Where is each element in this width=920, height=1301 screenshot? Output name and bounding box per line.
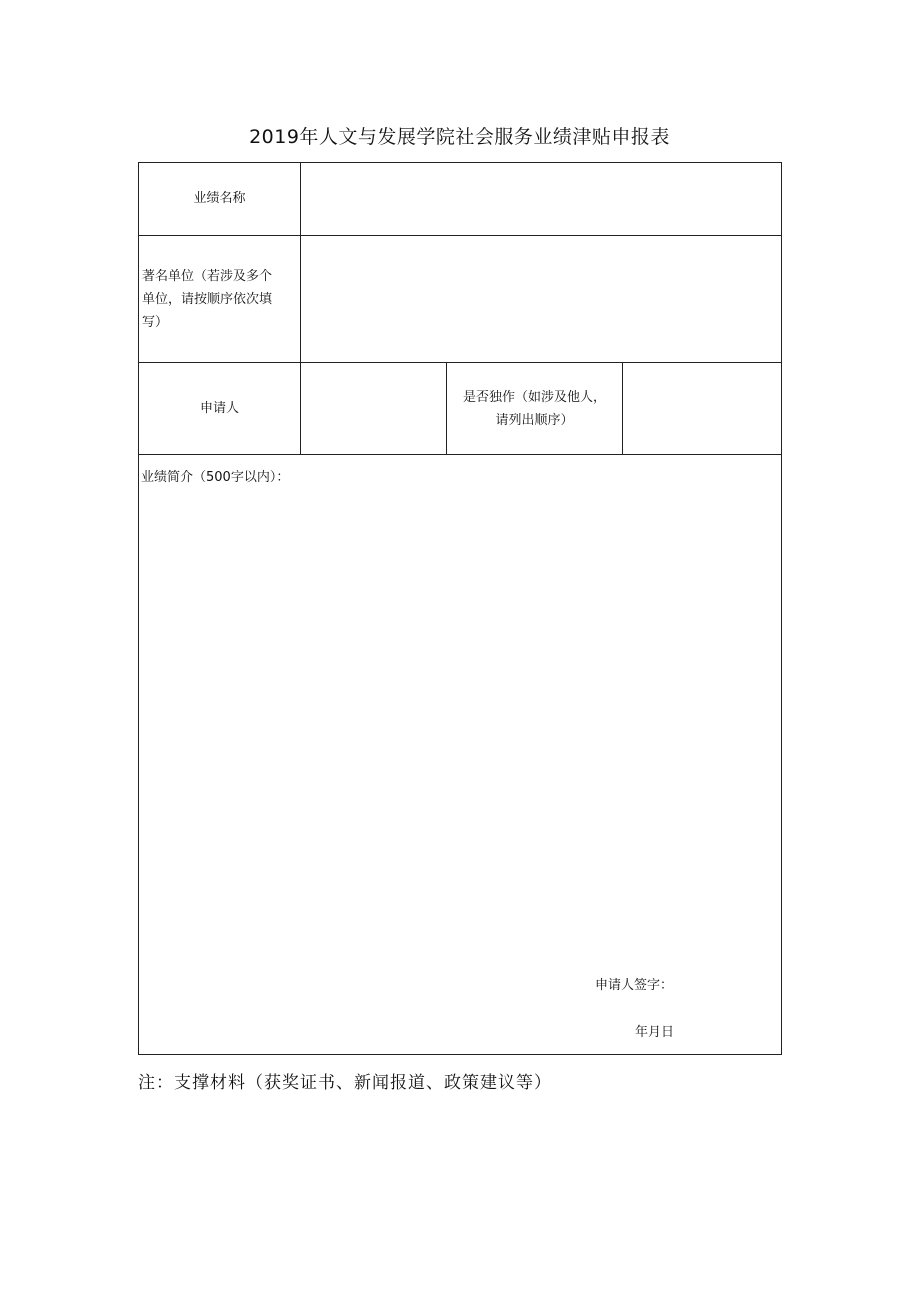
unit-label-line1: 著名单位（若涉及多个 [142, 268, 273, 284]
achievement-name-field[interactable] [301, 163, 782, 236]
solo-label [447, 363, 623, 455]
row-achievement-name [139, 163, 782, 236]
solo-label-line1: 是否独作（如涉及他人， [462, 389, 606, 405]
unit-label-line3: 写） [142, 314, 169, 330]
summary-field[interactable] [139, 455, 782, 1055]
achievement-name-label: 业绩名称 [139, 163, 301, 236]
summary-label: 业绩简介（500字以内）： [141, 470, 290, 485]
applicant-label: 申请人 [139, 363, 301, 455]
application-form-table [138, 162, 782, 1055]
row-summary [139, 455, 782, 1055]
supporting-materials-note: 注：支撑材料（获奖证书、新闻报道、政策建议等） [138, 1073, 552, 1093]
date-label: 年月日 [635, 1025, 675, 1040]
solo-label-line2: 请列出顺序） [495, 412, 574, 428]
unit-field[interactable] [301, 236, 782, 363]
row-unit [139, 236, 782, 363]
row-applicant [139, 363, 782, 455]
unit-label [139, 236, 301, 363]
solo-field[interactable] [623, 363, 782, 455]
applicant-field[interactable] [301, 363, 447, 455]
form-title: 2019年人文与发展学院社会服务业绩津贴申报表 [249, 126, 670, 148]
signature-label: 申请人签字： [595, 978, 674, 993]
unit-label-line2: 单位，请按顺序依次填 [142, 291, 273, 307]
